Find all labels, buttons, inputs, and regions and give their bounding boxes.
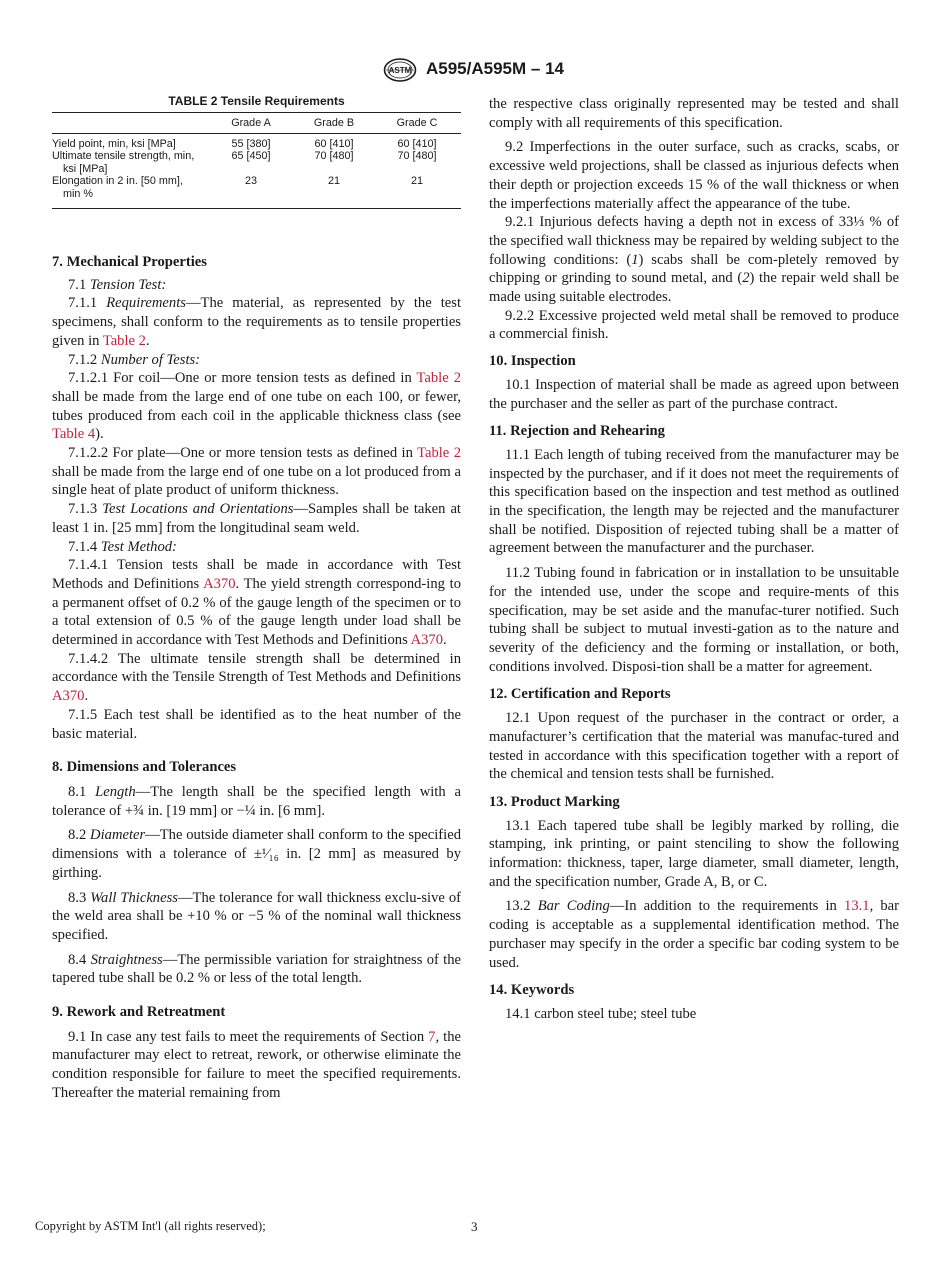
property-label-line1: Elongation in 2 in. [50 mm], [52,175,183,187]
property-label-line2: min % [63,187,93,200]
table-cell: 23 [207,175,295,209]
section-11-heading: 11. Rejection and Rehearing [489,423,665,440]
para-7-1-3: 7.1.3 Test Locations and Orientations—Samples shall be taken at least 1 in. [25 mm] from the longitudinal seam weld. [52,501,461,536]
table-header-property [52,113,207,134]
para-9-1-continued: the respective class originally represented may be tested and shall comply with all requirements of this specification. [489,96,899,131]
footer-copyright: Copyright by ASTM Int'l (all rights reserved); [35,1219,266,1233]
table-cell-property: Yield point, min, ksi [MPa] [52,137,176,150]
astm-logo-icon [383,58,417,82]
para-12-1: 12.1 Upon request of the purchaser in the contract or order, a manufacturer’s certification that the material was manufac-tured and tested in accordance with this specification together with a report of the chemical and tension tests shall be furnished. [489,710,899,783]
table-row [52,175,461,209]
a370-link[interactable]: A370 [203,575,236,592]
para-8-2: 8.2 Diameter—The outside diameter shall conform to the specified dimensions with a tolerance of ±¹⁄₁₆ in. [2 mm] as measured by girthing. [52,827,461,881]
section-13-heading: 13. Product Marking [489,793,620,810]
para-11-2: 11.2 Tubing found in fabrication or in installation to be unsuitable for the intended use, under the scope and require-ments of this specification, may be set aside and the manufac-turer notified. Such tubing shall be subject to mutual investi-gation as to the nature and severity of the deficiency and the forming or installation, or both, conditions involved. Disposi-tion shall be a matter for agreement. [489,565,899,675]
para-8-3: 8.3 Wall Thickness—The tolerance for wall thickness exclu-sive of the weld area shall be +10 % or −5 % of the nominal wall thickness specified. [52,889,461,943]
a370-link[interactable]: A370 [410,632,444,649]
para-7-1-4-1: 7.1.4.1 Tension tests shall be made in accordance with Test Methods and Definitions A370. The yield strength correspond-ing to a permanent offset of 0.2 % of the gauge length of the specimen or to a total extension of 0.5 % of the gauge length under load shall be determined in accordance with Test Methods and Definitions A370. [52,557,461,649]
table-header-grade-a: Grade A [207,113,295,134]
table-cell: 21 [295,175,373,209]
para-13-2: 13.2 Bar Coding—In addition to the requirements in 13.1, bar coding is acceptable as a supplemental identification method. The purchaser may specify in the order a specific bar coding system to be used. [489,898,900,971]
tensile-requirements-table [52,112,461,209]
property-label-line1: Ultimate tensile strength, min, [52,150,195,162]
table-cell: 60 [410] [397,137,437,150]
section-7-heading: 7. Mechanical Properties [52,254,207,270]
para-7-1: 7.1 Tension Test: [68,276,167,293]
table-4-link[interactable]: Table 4 [52,426,96,443]
right-column [489,95,899,1024]
para-7-1-4: 7.1.4 Test Method: [68,538,177,555]
para-10-1: 10.1 Inspection of material shall be made as agreed upon between the purchaser and the seller as part of the purchase contract. [489,376,899,412]
section-10-heading: 10. Inspection [489,353,576,370]
table-row [52,150,461,175]
table-header-row [52,113,461,134]
table-cell: 70 [480] [314,150,354,162]
para-7-1-4-2: 7.1.4.2 The ultimate tensile strength shall be determined in accordance with the Tensile Strength of Test Methods and Definitions A370. [52,650,461,705]
table-cell: 65 [450] [231,150,271,162]
standard-designation: A595/A595M – 14 [426,59,564,78]
para-9-1: 9.1 In case any test fails to meet the requirements of Section 7, the manufacturer may elect to retreat, rework, or otherwise eliminate the condition responsible for failure to meet the specified requirements. Thereafter the material remaining from [52,1028,461,1101]
para-14-1: 14.1 carbon steel tube; steel tube [505,1005,697,1022]
property-label-line2: ksi [MPa] [63,162,108,175]
table-2-link[interactable]: Table 2 [416,370,461,387]
para-7-1-5: 7.1.5 Each test shall be identified as to the heat number of the basic material. [52,706,461,742]
page-header [0,58,950,80]
left-column [52,92,461,1103]
para-13-1: 13.1 Each tapered tube shall be legibly marked by rolling, die stamping, ink printing, or paint stenciling to show the following information: thickness, taper, large diameter, small diameter, length, and the specification number, Grade A, B, or C. [489,817,899,890]
a370-link[interactable]: A370 [52,688,85,705]
para-7-1-2-1: 7.1.2.1 For coil—One or more tension tests as defined in Table 2 shall be made from the large end of one tube on each 100, or fewer, tubes produced from each coil in the applicable thickness class (see Table 4). [52,370,461,443]
para-8-4: 8.4 Straightness—The permissible variation for straightness of the tapered tube shall be 0.2 % or less of the total length. [52,951,462,987]
table-2-link[interactable]: Table 2 [417,445,461,462]
para-8-1: 8.1 Length—The length shall be the specified length with a tolerance of +¾ in. [19 mm] or −¼ in. [6 mm]. [52,783,461,819]
table-header-grade-b: Grade B [295,113,373,134]
table-cell-property [52,150,207,175]
section-8-heading: 8. Dimensions and Tolerances [52,759,237,776]
table-cell-property [52,175,207,209]
para-11-1: 11.1 Each length of tubing received from the manufacturer may be inspected by the purchaser, and if it does not meet the requirements of this specification based on the inspection and test method as outlined in the specification, the length may be rejected and the manufacturer shall be notified. Disposition of rejected tubing shall be a matter of agreement between the manufacturer and the purchaser. [489,446,899,557]
table-2-link[interactable]: Table 2 [102,332,146,349]
para-9-2: 9.2 Imperfections in the outer surface, such as cracks, scabs, or excessive weld projections, shall be classed as injurious defects when their depth or projection exceeds 15 % of the wall thickness or when the imperfections materially affect the appearance of the tube. [489,139,899,212]
table-header-grade-c: Grade C [373,113,461,134]
table-row [52,133,461,150]
section-13-1-link[interactable]: 13.1 [844,898,870,915]
para-7-1-2: 7.1.2 Number of Tests: [68,351,201,368]
section-9-heading: 9. Rework and Retreatment [52,1004,226,1021]
table-cell: 70 [480] [397,150,437,162]
table-2-title: TABLE 2 Tensile Requirements [168,94,345,108]
section-12-heading: 12. Certification and Reports [489,686,671,703]
para-7-1-2-2: 7.1.2.2 For plate—One or more tension tests as defined in Table 2 shall be made from the large end of one tube on a lot produced from a single heat of plate product of uniform thickness. [52,445,461,499]
table-cell: 60 [410] [314,137,354,150]
table-cell: 55 [380] [231,137,271,150]
section-7-link[interactable]: 7 [428,1028,436,1045]
page-number: 3 [471,1219,478,1234]
table-cell: 21 [373,175,461,209]
logo-text: ASTM [388,66,412,75]
section-14-heading: 14. Keywords [489,982,575,999]
para-9-2-2: 9.2.2 Excessive projected weld metal shall be removed to produce a commercial finish. [489,307,899,343]
para-9-2-1: 9.2.1 Injurious defects having a depth not in excess of 33⅓ % of the specified wall thickness may be repaired by welding subject to the following conditions: (1) scabs shall be com-pletely removed by chipping or grinding to sound metal, and (2) the repair weld shall be made using suitable electrodes. [489,214,899,306]
para-7-1-1: 7.1.1 Requirements—The material, as represented by the test specimens, shall conform to the requirements as to tensile properties given in Table 2. [52,295,461,349]
